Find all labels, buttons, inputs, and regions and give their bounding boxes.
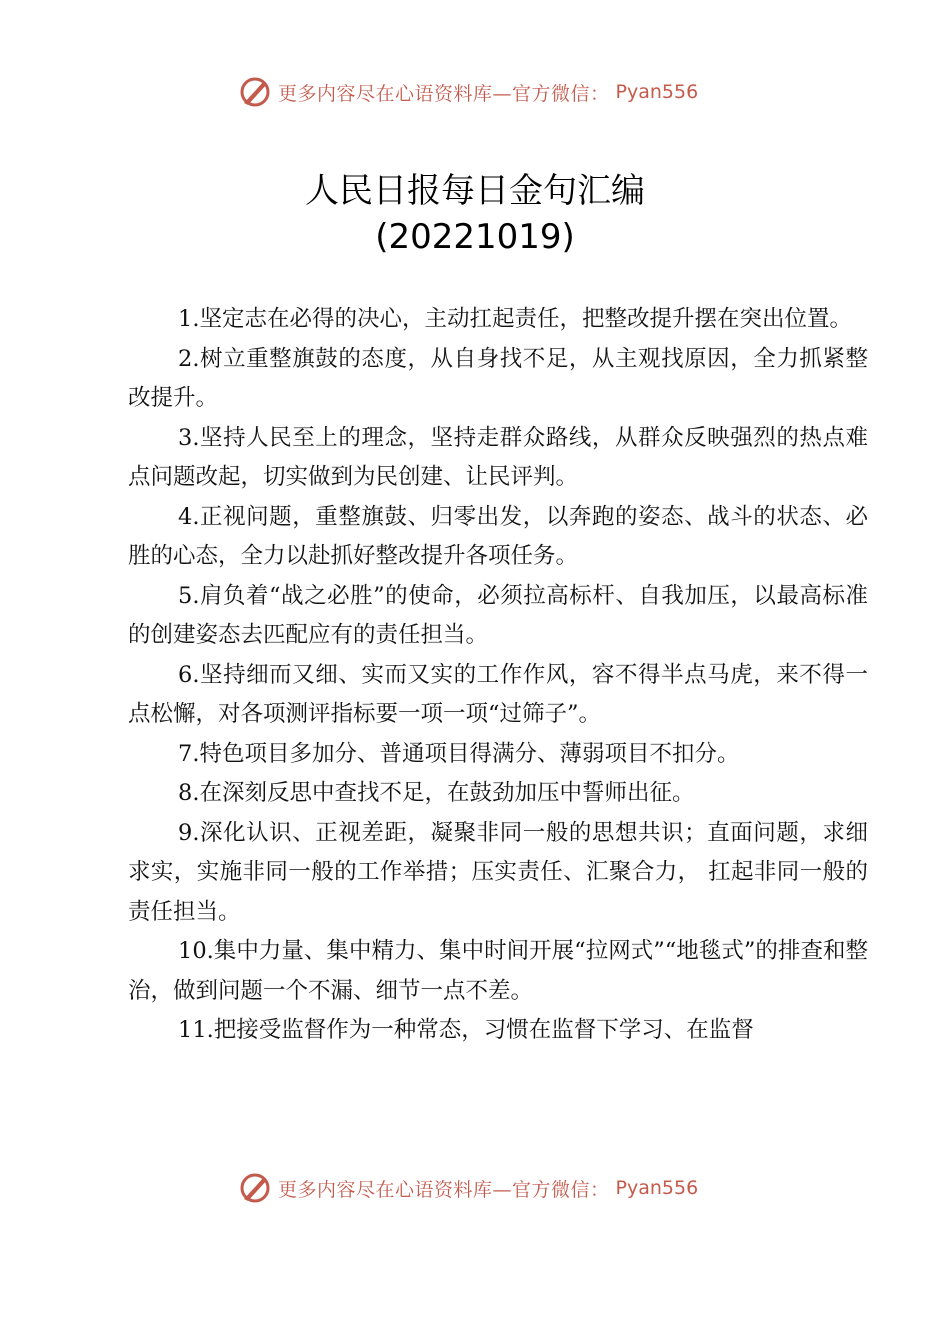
header-watermark	[238, 74, 698, 110]
document-title	[0, 168, 950, 260]
quote-list	[128, 300, 868, 1051]
quill-logo-icon	[238, 75, 272, 109]
quote-item: 10.集中力量、集中精力、集中时间开展“拉网式”“地毯式”的排查和整治，做到问题一个不漏、细节一点不差。	[128, 938, 868, 1004]
watermark-text: 更多内容尽在心语资料库—官方微信：	[278, 82, 610, 105]
footer-watermark	[238, 1170, 698, 1206]
quill-logo-icon	[238, 1171, 272, 1205]
quote-item: 1.坚定志在必得的决心，主动扛起责任，把整改提升摆在突出位置。	[178, 306, 852, 332]
title-line-date: (20221019)	[375, 217, 575, 257]
watermark-account: Pyan556	[615, 81, 699, 103]
quote-item: 11.把接受监督作为一种常态，习惯在监督下学习、在监督	[178, 1017, 754, 1043]
quote-item: 7.特色项目多加分、普通项目得满分、薄弱项目不扣分。	[178, 740, 740, 767]
watermark-text: 更多内容尽在心语资料库—官方微信：	[278, 1178, 610, 1201]
title-line-main: 人民日报每日金句汇编	[305, 171, 645, 211]
quote-item: 6.坚持细而又细、实而又实的工作作风，容不得半点马虎，来不得一点松懈，对各项测评指标要一项一项“过筛子”。	[128, 661, 868, 727]
quote-item: 2.树立重整旗鼓的态度，从自身找不足，从主观找原因，全力抓紧整改提升。	[128, 345, 868, 411]
quote-item: 8.在深刻反思中查找不足，在鼓劲加压中誓师出征。	[178, 780, 695, 806]
watermark-account: Pyan556	[615, 1177, 699, 1199]
quote-item: 3.坚持人民至上的理念，坚持走群众路线，从群众反映强烈的热点难点问题改起，切实做到为民创建、让民评判。	[128, 424, 868, 490]
quote-item: 9.深化认识、正视差距，凝聚非同一般的思想共识；直面问题，求细求实，实施非同一般的工作举措；压实责任、汇聚合力， 扛起非同一般的责任担当。	[128, 819, 868, 925]
quote-item: 4.正视问题，重整旗鼓、归零出发，以奔跑的姿态、战斗的状态、必胜的心态，全力以赴抓好整改提升各项任务。	[128, 503, 868, 569]
quote-item: 5.肩负着“战之必胜”的使命，必须拉高标杆、自我加压，以最高标准的创建姿态去匹配应有的责任担当。	[128, 582, 868, 648]
